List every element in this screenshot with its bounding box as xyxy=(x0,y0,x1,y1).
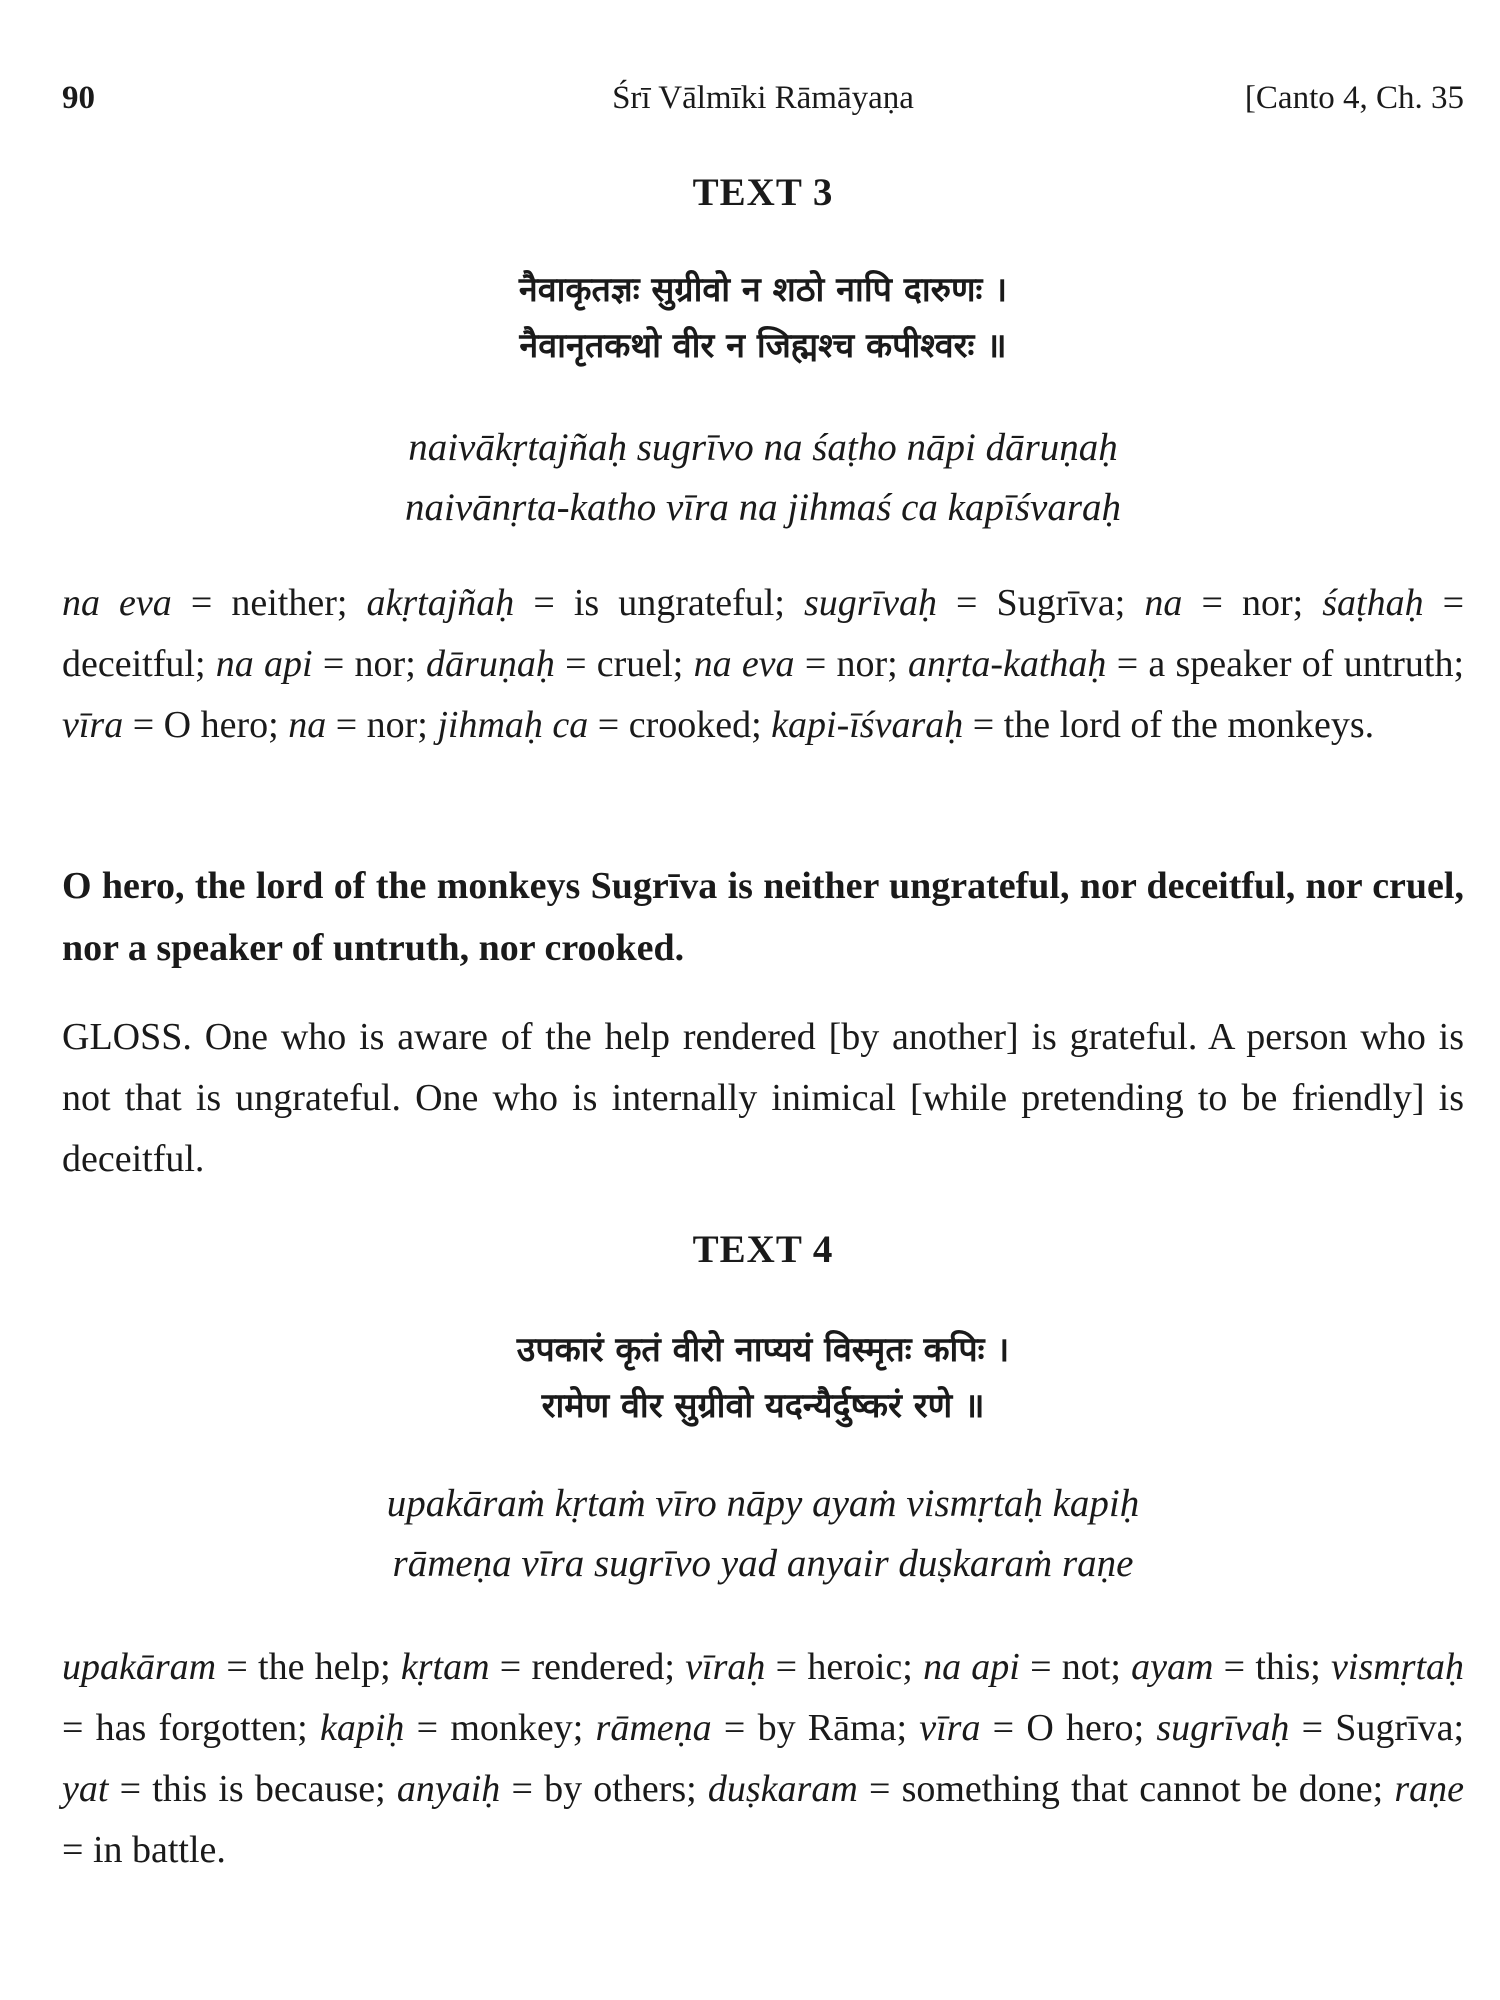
synonym-meaning: Sugrīva xyxy=(1335,1707,1454,1749)
synonym-meaning: neither xyxy=(231,582,337,624)
synonym-term: jihmaḥ ca xyxy=(437,704,589,746)
synonym-term: ayam xyxy=(1131,1646,1214,1688)
devanagari-line: उपकारं कृतं वीरो नाप्ययं विस्मृतः कपिः । xyxy=(516,1330,1010,1370)
synonym-term: duṣkaram xyxy=(707,1768,858,1810)
text3-gloss: GLOSS. One who is aware of the help rendered [by another] is grateful. A person who is not that is ungrateful. One who is internally inimical [while pretending to be friendly] is deceitful. xyxy=(62,1016,1464,1180)
synonym-term: kapiḥ xyxy=(319,1707,405,1749)
text4-transliteration xyxy=(62,1474,1464,1594)
synonym-term: vismṛtaḥ xyxy=(1331,1646,1465,1688)
synonym-meaning: the lord of the monkeys xyxy=(1003,704,1365,746)
synonym-term: yat xyxy=(62,1768,109,1810)
text3-devanagari xyxy=(62,262,1464,374)
running-header xyxy=(62,80,1464,130)
synonym-meaning: cruel xyxy=(596,643,673,685)
transliteration-line: rāmeṇa vīra sugrīvo yad anyair duṣkaraṁ raṇe xyxy=(392,1542,1134,1585)
text3-translation: O hero, the lord of the monkeys Sugrīva is neither ungrateful, nor deceitful, nor cruel, nor a speaker of untruth, nor crooked. xyxy=(62,865,1464,969)
synonym-term: na xyxy=(288,704,327,746)
page-number: 90 xyxy=(62,80,95,116)
synonym-term: kapi-īśvaraḥ xyxy=(771,704,964,746)
text3-transliteration xyxy=(62,418,1464,538)
synonym-meaning: is ungrateful xyxy=(573,582,775,624)
synonym-meaning: has forgotten xyxy=(95,1707,298,1749)
synonym-term: akṛtajñaḥ xyxy=(366,582,515,624)
synonym-term: upakāram xyxy=(62,1646,217,1688)
synonym-meaning: O hero xyxy=(1026,1707,1134,1749)
synonym-meaning: crooked xyxy=(628,704,752,746)
synonym-meaning: in battle xyxy=(92,1829,217,1871)
synonym-term: rāmeṇa xyxy=(595,1707,712,1749)
synonym-meaning: heroic xyxy=(807,1646,903,1688)
synonym-meaning: rendered xyxy=(531,1646,665,1688)
text4-devanagari xyxy=(62,1322,1464,1434)
synonym-term: śaṭhaḥ xyxy=(1322,582,1424,624)
synonym-term: sugrīvaḥ xyxy=(804,582,937,624)
synonym-term: anyaiḥ xyxy=(396,1768,501,1810)
devanagari-line: नैवानृतकथो वीर न जिह्मश्च कपीश्वरः ॥ xyxy=(519,326,1007,366)
book-title: Śrī Vālmīki Rāmāyaṇa xyxy=(612,80,914,116)
synonym-meaning: this xyxy=(1255,1646,1311,1688)
transliteration-line: naivākṛtajñaḥ sugrīvo na śaṭho nāpi dāruṇaḥ xyxy=(408,426,1118,469)
synonym-term: sugrīvaḥ xyxy=(1156,1707,1290,1749)
synonym-term: kṛtam xyxy=(400,1646,490,1688)
synonym-term: na eva xyxy=(693,643,795,685)
synonym-meaning: by others xyxy=(544,1768,687,1810)
synonym-meaning: something that cannot be done xyxy=(901,1768,1373,1810)
text4-heading: TEXT 4 xyxy=(692,1228,834,1271)
synonym-term: na api xyxy=(215,643,313,685)
synonym-meaning: monkey xyxy=(450,1707,573,1749)
synonym-meaning: O hero xyxy=(163,704,269,746)
synonym-term: na api xyxy=(923,1646,1020,1688)
synonym-term: dāruṇaḥ xyxy=(426,643,555,685)
synonym-term: raṇe xyxy=(1394,1768,1465,1810)
text3-heading: TEXT 3 xyxy=(692,171,834,214)
synonym-meaning: by Rāma xyxy=(757,1707,897,1749)
synonym-meaning: not xyxy=(1061,1646,1111,1688)
synonym-meaning: nor xyxy=(836,643,888,685)
synonym-meaning: the help xyxy=(258,1646,381,1688)
transliteration-line: upakāraṁ kṛtaṁ vīro nāpy ayaṁ vismṛtaḥ kapiḥ xyxy=(386,1482,1140,1525)
synonym-term: vīra xyxy=(62,704,124,746)
text4-synonyms: upakāram = the help; kṛtam = rendered; vīraḥ = heroic; na api = not; ayam = this; vismṛtaḥ = has forgotten; kapiḥ = monkey; rāmeṇa = by Rāma; vīra = O hero; sugrīvaḥ = Sugrīva; yat = this is because; anyaiḥ = by others; duṣkaram = something that cannot be done; raṇe = in battle. xyxy=(62,1646,1465,1871)
synonym-meaning: nor xyxy=(1241,582,1293,624)
transliteration-line: naivānṛta-katho vīra na jihmaś ca kapīśvaraḥ xyxy=(405,486,1121,529)
synonym-meaning: Sugrīva xyxy=(996,582,1115,624)
synonym-term: na eva xyxy=(62,582,172,624)
synonym-meaning: nor xyxy=(366,704,418,746)
synonym-meaning: a speaker of untruth xyxy=(1148,643,1454,685)
devanagari-line: रामेण वीर सुग्रीवो यदन्यैर्दुष्करं रणे ॥ xyxy=(541,1386,985,1426)
synonym-meaning: this is because xyxy=(152,1768,376,1810)
canto-reference: [Canto 4, Ch. 35 xyxy=(1244,80,1464,116)
synonym-term: na xyxy=(1144,582,1183,624)
synonym-term: vīra xyxy=(919,1707,981,1749)
synonym-term: vīraḥ xyxy=(685,1646,766,1688)
synonym-term: anṛta-kathaḥ xyxy=(908,643,1107,685)
synonym-meaning: nor xyxy=(354,643,406,685)
synonym-meaning: deceitful xyxy=(62,643,195,685)
text3-synonyms: na eva = neither; akṛtajñaḥ = is ungrateful; sugrīvaḥ = Sugrīva; na = nor; śaṭhaḥ = deceitful; na api = nor; dāruṇaḥ = cruel; na eva = nor; anṛta-kathaḥ = a speaker of untruth; vīra = O hero; na = nor; jihmaḥ ca = crooked; kapi-īśvaraḥ = the lord of the monkeys. xyxy=(62,582,1465,746)
devanagari-line: नैवाकृतज्ञः सुग्रीवो न शठो नापि दारुणः । xyxy=(518,270,1008,310)
